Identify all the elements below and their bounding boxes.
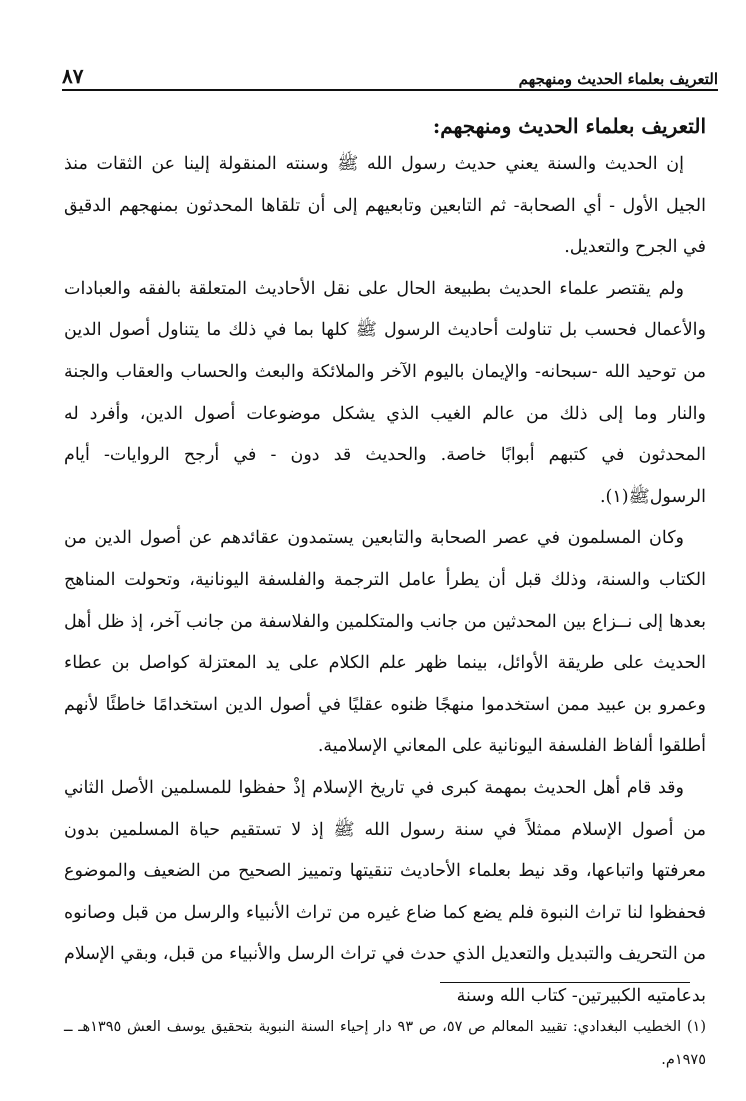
page-number: ٨٧: [62, 64, 84, 88]
footnote-rule: [440, 982, 690, 983]
section-heading: التعريف بعلماء الحديث ومنهجهم:: [432, 114, 706, 138]
header-rule: [62, 89, 718, 91]
paragraph-4: وقد قام أهل الحديث بمهمة كبرى في تاريخ الإسلام إذْ حفظوا للمسلمين الأصل الثاني من أصول الإسلام ممثلاً في سنة رسول الله ﷺ إذ لا تستقيم حياة المسلمين بدون معرفتها واتباعها، وقد نيط بعلماء الأحاديث تنقيتها وتمييز الصحيح من الضعيف والموضوع فحفظوا لنا تراث النبوة فلم يضع كما ضاع غيره من تراث الأنبياء والرسل من قبل وصانوه من التحريف والتبديل والتعديل الذي حدث في تراث الرسل والأنبياء من قبل، وبقي الإسلام بدعامتيه الكبيرتين- كتاب الله وسنة: [64, 777, 706, 1006]
paragraph-2: ولم يقتصر علماء الحديث بطبيعة الحال على نقل الأحاديث المتعلقة بالفقه والعبادات والأعمال فحسب بل تناولت أحاديث الرسول ﷺ كلها بما في ذلك ما يتناول أصول الدين من توحيد الله -سبحانه- والإيمان باليوم الآخر والملائكة والبعث والحساب والعقاب والجنة والنار وما إلى ذلك من عالم الغيب الذي يشكل موضوعات أصول الدين، وأفرد له المحدثون في كتبهم أبوابًا خاصة. والحديث قد دون - في أرجح الروايات- أيام الرسولﷺ(١).: [64, 278, 706, 507]
main-text: [64, 108, 706, 1017]
running-header: [62, 60, 718, 88]
paragraph-1: إن الحديث والسنة يعني حديث رسول الله ﷺ وسنته المنقولة إلينا عن الثقات منذ الجيل الأول - أي الصحابة- ثم التابعين وتابعيهم إلى أن تلقاها المحدثون بمنهجهم الدقيق في الجرح والتعديل.: [64, 154, 706, 258]
running-title: التعريف بعلماء الحديث ومنهجهم: [518, 70, 718, 88]
footnote: (١) الخطيب البغدادي: تقييد المعالم ص ٥٧، ص ٩٣ دار إحياء السنة النبوية بتحقيق يوسف العش ١٣٩٥هـ ــ ١٩٧٥م.: [64, 1018, 706, 1068]
paragraph-3: وكان المسلمون في عصر الصحابة والتابعين يستمدون عقائدهم عن أصول الدين من الكتاب والسنة، وذلك قبل أن يطرأ عامل الترجمة والفلسفة اليونانية، وتحولت المناهج بعدها إلى نــزاع بين المحدثين من جانب والمتكلمين والفلاسفة من جانب آخر، إذ ظل أهل الحديث على طريقة الأوائل، بينما ظهر علم الكلام على يد المعتزلة كواصل بن عطاء وعمرو بن عبيد ممن استخدموا منهجًا ظنوه عقليًا في أصول الدين استخدامًا خاطئًا لأنهم أطلقوا ألفاظ الفلسفة اليونانية على المعاني الإسلامية.: [64, 528, 706, 757]
